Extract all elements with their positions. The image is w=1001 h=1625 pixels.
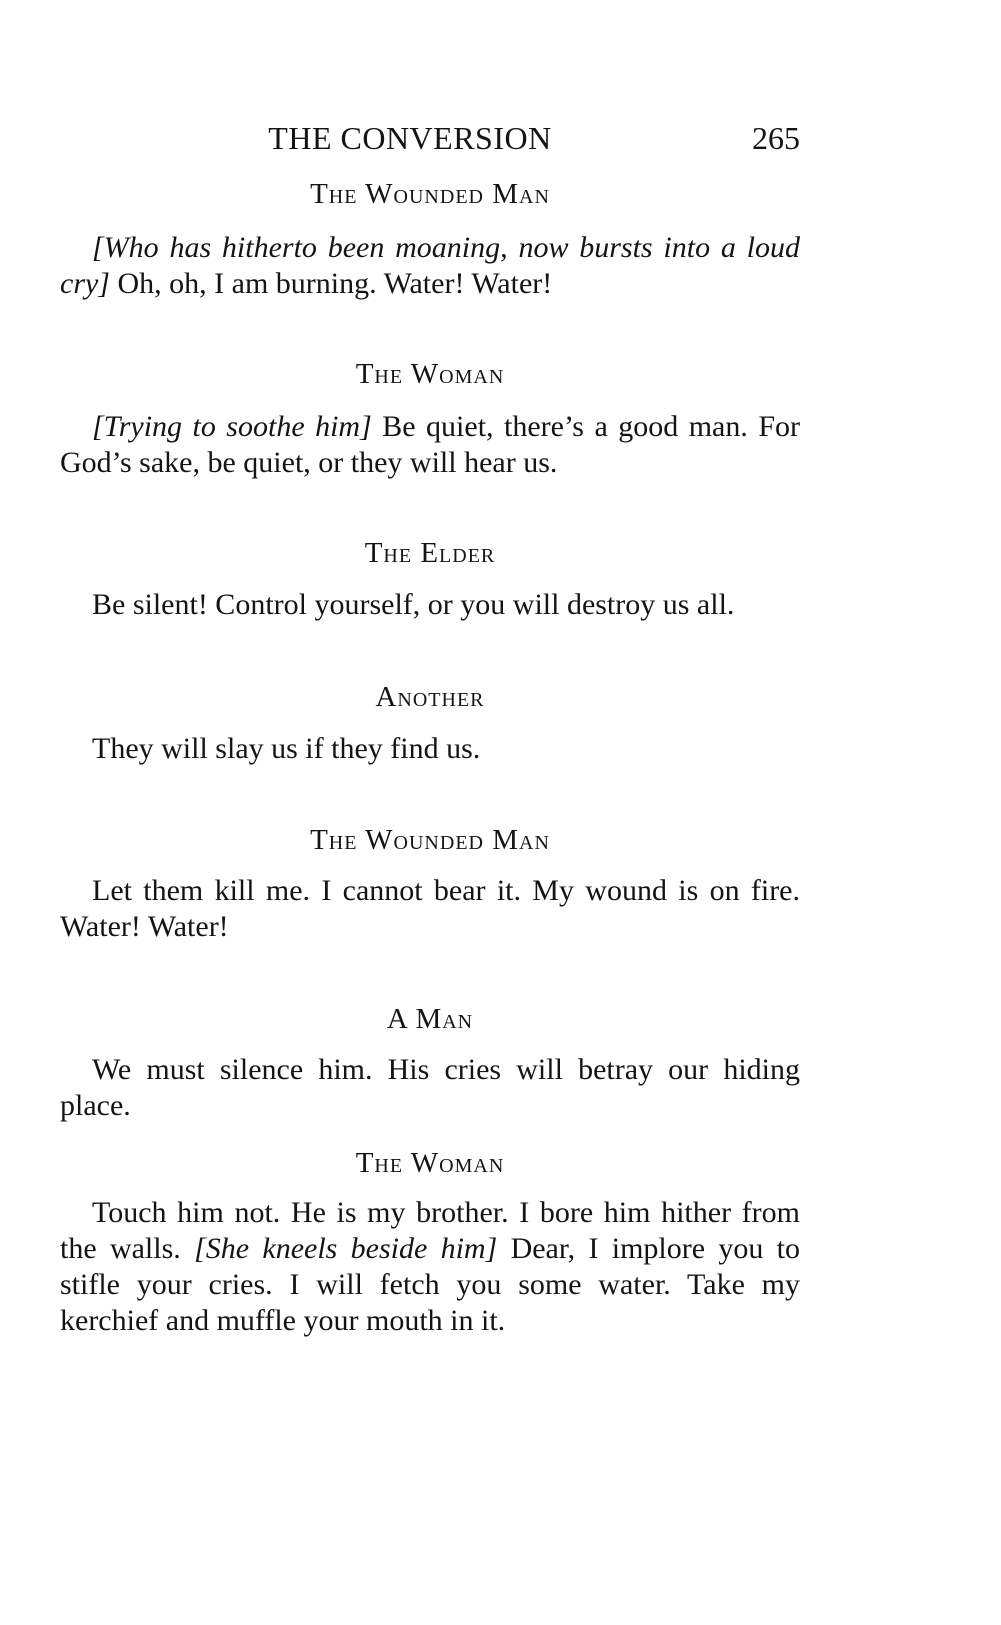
speaker-name: The Wounded Man — [310, 178, 550, 210]
speech-text: Touch him not. He is my brother. I bore him hither from the walls. — [60, 1196, 800, 1265]
running-head — [60, 120, 800, 160]
speaker-name: A Man — [386, 1003, 474, 1035]
page-number: 265 — [752, 120, 800, 156]
speech-text: Dear, I implore you to stifle your cries. I will fetch you some water. Take my kerchief and muffle your mouth in it. — [60, 1232, 800, 1337]
speech — [60, 1195, 800, 1339]
speech — [60, 409, 800, 481]
speaker-name: The Woman — [355, 1147, 505, 1179]
speech: They will slay us if they find us. — [92, 732, 481, 765]
stage-direction: [She kneels beside him] — [194, 1232, 498, 1265]
stage-direction: [Trying to soothe him] — [92, 410, 372, 443]
speaker-name: The Woman — [355, 358, 505, 390]
speaker-name: Another — [375, 681, 485, 713]
speaker-name: The Elder — [364, 537, 496, 569]
running-title: THE CONVERSION — [268, 120, 552, 156]
stage-direction: [Who has hitherto been moaning, now bursts into a loud cry] — [60, 231, 800, 300]
speech: Let them kill me. I cannot bear it. My wound is on fire. Water! Water! — [60, 874, 800, 943]
speech: We must silence him. His cries will betray our hiding place. — [60, 1053, 800, 1122]
speech-text: Oh, oh, I am burning. Water! Water! — [109, 267, 553, 300]
speech-text: Be quiet, there’s a good man. For God’s sake, be quiet, or they will hear us. — [60, 410, 800, 479]
speech — [60, 230, 800, 302]
speaker-name: The Wounded Man — [310, 824, 550, 856]
speech: Be silent! Control yourself, or you will destroy us all. — [92, 588, 735, 621]
